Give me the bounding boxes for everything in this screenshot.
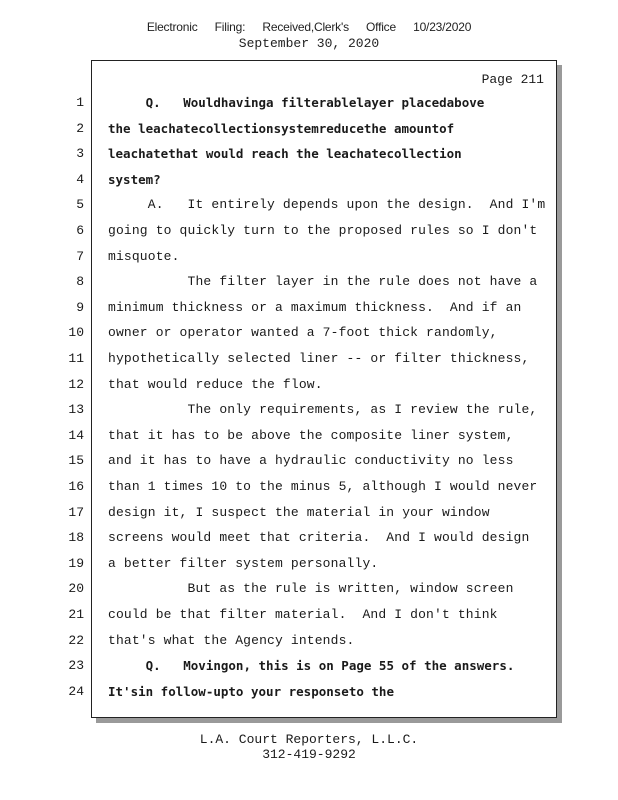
transcript-line: going to quickly turn to the proposed rules so I don't bbox=[108, 223, 538, 238]
transcript-line: The filter layer in the rule does not have a bbox=[108, 274, 538, 290]
stamp-word: Office bbox=[366, 20, 396, 34]
transcript-line: design it, I suspect the material in your window bbox=[108, 504, 490, 520]
transcript-line: that would reduce the flow. bbox=[108, 376, 323, 392]
line-number: 1 bbox=[76, 95, 84, 110]
line-number: 17 bbox=[68, 504, 84, 520]
page-number: Page 211 bbox=[481, 72, 544, 87]
line-number: 14 bbox=[68, 427, 84, 443]
transcript-line: A. It entirely depends upon the design. And I'm bbox=[108, 197, 546, 213]
line-number: 18 bbox=[68, 530, 84, 546]
line-number: 7 bbox=[76, 248, 84, 264]
line-number: 4 bbox=[76, 171, 84, 187]
footer bbox=[0, 732, 618, 762]
transcript-line: that's what the Agency intends. bbox=[108, 632, 355, 648]
transcript-line: owner or operator wanted a 7-foot thick randomly, bbox=[108, 325, 498, 341]
line-number: 19 bbox=[68, 555, 84, 571]
line-number: 8 bbox=[76, 274, 84, 290]
line-number: 9 bbox=[76, 299, 84, 315]
transcript-line: The only requirements, as I review the rule, bbox=[108, 402, 538, 418]
transcript-date: September 30, 2020 bbox=[238, 36, 380, 51]
stamp-word: Received,Clerk's bbox=[262, 20, 349, 34]
line-number: 15 bbox=[68, 453, 84, 469]
line-number: 16 bbox=[68, 479, 84, 494]
transcript-line: the leachatecollectionsystemreducethe amountof bbox=[108, 120, 455, 136]
line-number: 22 bbox=[68, 632, 84, 648]
line-number: 13 bbox=[68, 402, 84, 418]
transcript-line: screens would meet that criteria. And I would design bbox=[108, 530, 530, 546]
stamp-word: Electronic bbox=[146, 20, 198, 34]
transcript-line: misquote. bbox=[108, 248, 180, 264]
transcript-line: minimum thickness or a maximum thickness. And if an bbox=[108, 299, 522, 315]
reporter-company: L.A. Court Reporters, L.L.C. bbox=[199, 732, 419, 747]
line-number: 3 bbox=[76, 146, 84, 162]
line-number: 21 bbox=[68, 607, 84, 622]
line-number: 23 bbox=[68, 658, 84, 674]
line-number: 12 bbox=[68, 376, 84, 392]
transcript-line: hypothetically selected liner -- or filter thickness, bbox=[108, 351, 530, 366]
line-number: 11 bbox=[68, 351, 84, 366]
reporter-phone: 312-419-9292 bbox=[262, 747, 356, 762]
line-number: 10 bbox=[68, 325, 84, 341]
line-number: 2 bbox=[76, 120, 84, 136]
line-number: 20 bbox=[68, 581, 84, 597]
transcript-line: could be that filter material. And I don't think bbox=[108, 607, 498, 622]
line-number: 24 bbox=[68, 683, 84, 699]
efiling-stamp bbox=[0, 20, 618, 34]
transcript-line: that it has to be above the composite liner system, bbox=[108, 427, 514, 443]
stamp-word: 10/23/2020 bbox=[413, 20, 472, 34]
transcript-line: Q. Wouldhavinga filterablelayer placedabove bbox=[108, 95, 485, 110]
line-number: 6 bbox=[76, 223, 84, 238]
transcript-line: Q. Movingon, this is on Page 55 of the answers. bbox=[108, 658, 515, 674]
transcript-line: It'sin follow-upto your responseto the bbox=[108, 683, 394, 699]
transcript-line: than 1 times 10 to the minus 5, although I would never bbox=[108, 479, 538, 494]
transcript-line: a better filter system personally. bbox=[108, 555, 379, 571]
transcript-line: and it has to have a hydraulic conductivity no less bbox=[108, 453, 514, 469]
stamp-word: Filing: bbox=[214, 20, 246, 34]
transcript-line: But as the rule is written, window screen bbox=[108, 581, 514, 597]
transcript-line: system? bbox=[108, 171, 161, 187]
line-number: 5 bbox=[76, 197, 84, 213]
transcript-line: leachatethat would reach the leachatecollection bbox=[108, 146, 462, 162]
